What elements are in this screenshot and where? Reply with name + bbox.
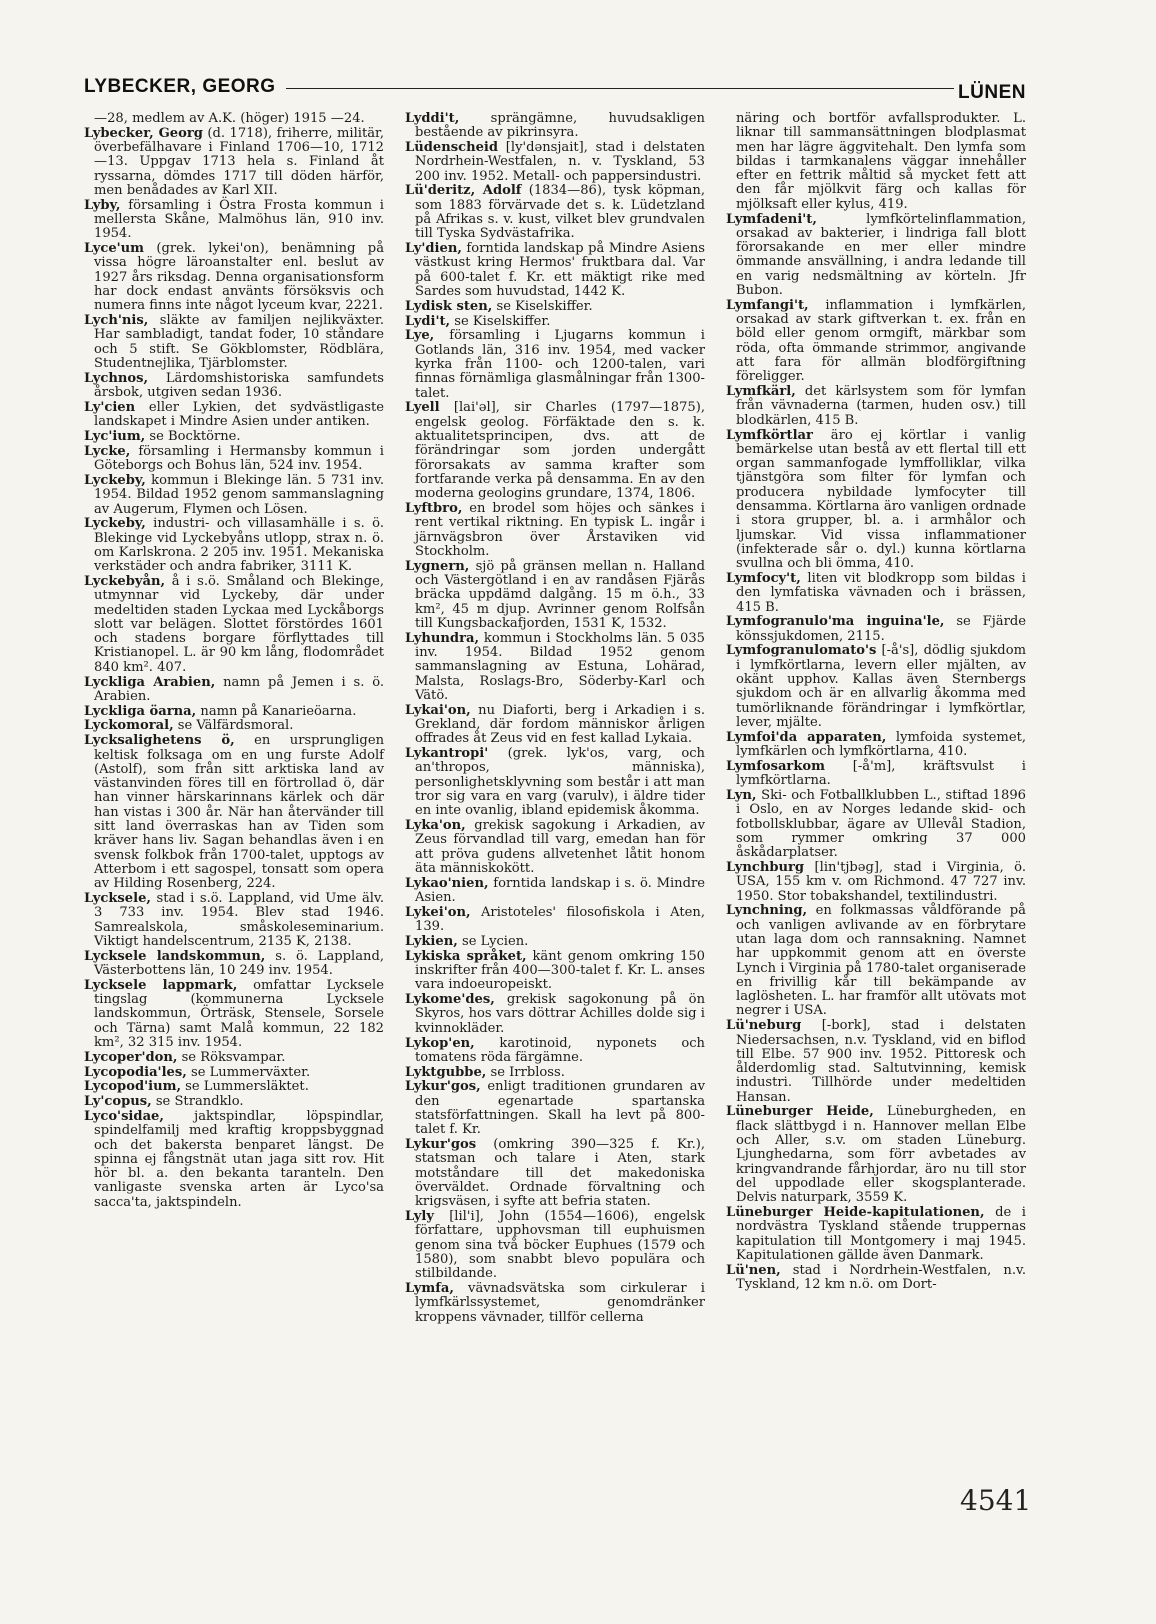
entry-definition: industri- och villasamhälle i s. ö. Blekinge vid Lyckebyåns utlopp, strax n. ö. om Karlskrona. 2 205 inv. 1951. Mekaniska verkstäder och andra fabriker, 3111 K. <box>94 516 384 575</box>
dictionary-entry <box>84 676 384 705</box>
entry-headword: Lygnern, <box>405 558 470 574</box>
entry-definition: se Kiselskiffer. <box>450 313 551 329</box>
entry-definition: (grek. lyk'os, varg, och an'thropos, människa), personlighetsklyvning som består i att man tror sig vara en varg (varulv), i äldre tider en inte ovanlig, ibland epidemisk åkomma. <box>415 746 705 819</box>
entry-definition: forntida landskap på Mindre Asiens västkust kring Hermos' fruktbara dal. Var på 600-talet f. Kr. ett mäktigt rike med Sardes som huvudstad, 1442 K. <box>415 241 705 300</box>
dictionary-entry <box>405 560 705 631</box>
entry-definition: se Irrbloss. <box>486 1064 565 1080</box>
entry-definition: näring och bortför avfallsprodukter. L. liknar till sammansättningen blodplasmat men har lägre äggvitehalt. Den lymfa som bildas i tarmkanalens väggar innehåller efter en fettrik måltid så mycket fett att den får mjölkvit färg och kallas för mjölksaft eller kylus, 419. <box>736 111 1026 212</box>
entry-headword: Lyckliga Arabien, <box>84 674 216 690</box>
entry-headword: Lykiska språket, <box>405 948 527 964</box>
entry-definition: se Fjärde könssjukdomen, 2115. <box>736 614 1027 644</box>
entry-headword: Lycke, <box>84 443 131 459</box>
entry-definition: å i s.ö. Småland och Blekinge, utmynnar vid Lyckeby, där under medeltiden staden Lyckaa med Lyckåborgs slott var belägen. Slottet förstördes 1601 och stadens borgare förflyttades till Kristianopel. L. är 90 km lång, flodområdet 840 km². 407. <box>94 574 384 675</box>
dictionary-entry <box>84 892 384 949</box>
entry-definition: släkte av familjen nejlikväxter. Har sambladigt, tandat foder, 10 ståndare och 5 stift. Se Gökblomster, Rödblära, Studentnejlika, Tjärblomster. <box>94 313 384 372</box>
column-3 <box>726 112 1026 1293</box>
entry-headword: Lycopod'ium, <box>84 1079 182 1095</box>
dictionary-entry <box>405 141 705 184</box>
entry-headword: Ly'dien, <box>405 241 462 257</box>
entry-definition: [-å's], dödlig sjukdom i lymfkörtlarna, levern eller mjälten, av okänt upphov. Kallas även Sternbergs sjukdom och är en allvarlig åkomma med tumörliknande förändringar i lymfkörtlar, lever, mjälte. <box>736 643 1026 730</box>
dictionary-entry <box>84 705 384 719</box>
dictionary-entry <box>405 401 705 501</box>
entry-definition: se Bocktörne. <box>145 429 241 445</box>
entry-headword: Lynchning, <box>726 903 808 919</box>
entry-headword: Lych'nis, <box>84 313 149 329</box>
entry-headword: Lycopodia'les, <box>84 1064 187 1080</box>
dictionary-entry <box>405 1210 705 1281</box>
dictionary-entry <box>84 1110 384 1210</box>
entry-headword: Lyftbro, <box>405 501 463 517</box>
dictionary-entry <box>726 572 1026 615</box>
dictionary-entry <box>84 1095 384 1109</box>
entry-definition: kommun i Blekinge län. 5 731 inv. 1954. Bildad 1952 genom sammanslagning av Augerum, Flymen och Lösen. <box>94 472 384 517</box>
dictionary-entry <box>726 904 1026 1018</box>
dictionary-entry <box>405 1066 705 1080</box>
entry-definition: namn på Jemen i s. ö. Arabien. <box>94 674 385 704</box>
column-1 <box>84 112 384 1211</box>
dictionary-entry <box>405 632 705 703</box>
entry-definition: församling i Östra Frosta kommun i mellersta Skåne, Malmöhus län, 910 inv. 1954. <box>94 197 384 242</box>
dictionary-entry <box>84 575 384 675</box>
entry-definition: grekisk sagokung i Arkadien, av Zeus förvandlad till varg, emedan han för att pröva gudens allvetenhet låtit honom äta människokött. <box>415 818 705 876</box>
dictionary-entry <box>726 760 1026 789</box>
entry-headword: Lyco'sidae, <box>84 1108 164 1124</box>
entry-definition: [-å'm], kräftsvulst i lymfkörtlarna. <box>736 758 1026 789</box>
dictionary-entry <box>405 819 705 876</box>
entry-headword: Lykei'on, <box>405 904 471 920</box>
entry-definition: [ly'dənsjait], stad i delstaten Nordrhein-Westfalen, n. v. Tyskland, 53 200 inv. 1952. Metall- och pappersindustri. <box>415 140 705 184</box>
dictionary-entry <box>405 1138 705 1209</box>
dictionary-entry <box>726 731 1026 760</box>
column-2 <box>405 112 705 1325</box>
dictionary-entry <box>84 401 384 430</box>
dictionary-entry <box>405 1282 705 1325</box>
entry-definition: grekisk sagokonung på ön Skyros, hos vars döttrar Achilles dolde sig i kvinnokläder. <box>415 992 705 1036</box>
entry-definition: forntida landskap i s. ö. Mindre Asien. <box>415 875 705 906</box>
entry-headword: Lycksele, <box>84 891 151 907</box>
dictionary-entry <box>84 1066 384 1080</box>
header-left-guideword: LYBECKER, GEORG <box>84 76 276 97</box>
entry-headword: Lykome'des, <box>405 992 495 1008</box>
entry-definition: inflammation i lymfkärlen, orsakad av stark giftverkan t. ex. från en böld eller genom ormgift, märkbar som röda, ofta ömmande strimmor, angivande att fara för allmän blodförgiftning föreligger. <box>736 297 1026 385</box>
dictionary-entry <box>84 430 384 444</box>
entry-headword: Lyddi't, <box>405 111 460 126</box>
entry-definition: omfattar Lycksele tingslag (kommunerna Lycksele landskommun, Örträsk, Stensele, Sorsele och Tärna) samt Malå kommun, 22 182 km², 32 315 inv. 1954. <box>94 977 384 1050</box>
entry-headword: Lyckebyån, <box>84 574 166 589</box>
dictionary-entry <box>84 242 384 313</box>
dictionary-entry <box>405 704 705 747</box>
entry-definition: —28, medlem av A.K. (höger) 1915 —24. <box>94 111 365 126</box>
entry-definition: [lin'tjbəg], stad i Virginia, ö. USA, 155 km v. om Richmond. 47 727 inv. 1950. Stor tobakshandel, textilindustri. <box>736 859 1026 904</box>
dictionary-entry <box>84 517 384 574</box>
entry-definition: sprängämne, huvudsakligen bestående av pikrinsyra. <box>415 111 705 141</box>
entry-definition: enligt traditionen grundaren av den egenartade spartanska statsförfattningen. Skall ha levt på 800-talet f. Kr. <box>415 1079 705 1138</box>
dictionary-entry <box>84 719 384 733</box>
running-header <box>84 74 1026 104</box>
entry-headword: Lü'deritz, Adolf <box>405 183 522 199</box>
dictionary-entry <box>726 112 1026 212</box>
dictionary-entry <box>726 385 1026 428</box>
dictionary-entry <box>726 644 1026 730</box>
dictionary-entry <box>726 1019 1026 1105</box>
dictionary-entry <box>84 127 384 198</box>
entry-headword: Lymfadeni't, <box>726 211 817 227</box>
entry-headword: Lymfogranulomato's <box>726 643 877 659</box>
dictionary-entry <box>84 979 384 1050</box>
dictionary-entry <box>405 1037 705 1066</box>
entry-headword: Lyn, <box>726 787 757 803</box>
entry-headword: Lymfangi't, <box>726 297 809 313</box>
entry-definition: [lil'i], John (1554—1606), engelsk författare, upphovsman till euphuismen genom sina två böcker Euphues (1579 och 1580), som snabbt blevo populära och stilbildande. <box>415 1209 705 1282</box>
entry-definition: eller Lykien, det sydvästligaste landskapet i Mindre Asien under antiken. <box>94 399 384 430</box>
entry-definition: Ski- och Fotballklubben L., stiftad 1896 i Oslo, en av Norges ledande skid- och fotbollsklubbar, ägare av Ullevål Stadion, som rymmer omkring 37 000 åskådarplatser. <box>736 787 1026 861</box>
entry-definition: jaktspindlar, löpspindlar, spindelfamilj med kraftig kroppsbyggnad och det bakersta benparet längst. De spinna ej fångstnät utan jaga sitt rov. Hit hör bl. a. den bekanta taranteln. Den vanligaste svenska arten är Lyco'sa sacca'ta, jaktspindeln. <box>94 1108 384 1210</box>
dictionary-entry <box>405 315 705 329</box>
entry-headword: Lycoper'don, <box>84 1049 178 1065</box>
entry-definition: Aristoteles' filosofiskola i Aten, 139. <box>415 904 705 935</box>
entry-definition: lymfkörtelinflammation, orsakad av bakterier, i lindriga fall blott förorsakande en mer eller mindre ömmande ansvällning, i andra ledande till en varig nedsmältning av körteln. Jfr Bubon. <box>736 211 1026 299</box>
entry-definition: de i nordvästra Tyskland stående truppernas kapitulation till Montgomery i maj 1945. Kapitulationen gällde även Danmark. <box>736 1205 1026 1263</box>
entry-headword: Lü'neburg <box>726 1018 802 1034</box>
dictionary-entry <box>726 1105 1026 1205</box>
entry-headword: Lyly <box>405 1209 434 1225</box>
entry-definition: se Lummerväxter. <box>186 1064 311 1080</box>
entry-headword: Lycksele landskommun, <box>84 948 266 964</box>
dictionary-entry <box>405 935 705 949</box>
entry-definition: Lärdomshistoriska samfundets årsbok, utgiven sedan 1936. <box>94 370 384 401</box>
entry-headword: Lycksalighetens ö, <box>84 733 235 749</box>
entry-headword: Lyckeby, <box>84 472 146 488</box>
entry-headword: Lybecker, Georg <box>84 125 203 141</box>
entry-headword: Lykantropi' <box>405 746 489 762</box>
entry-headword: Lyby, <box>84 197 121 213</box>
dictionary-entry <box>726 789 1026 860</box>
page-number: 4541 <box>960 1484 1032 1517</box>
entry-definition: se Lummersläktet. <box>181 1079 309 1095</box>
entry-headword: Lyckeby, <box>84 516 146 532</box>
dictionary-entry <box>405 1080 705 1137</box>
entry-definition: en ursprungligen keltisk folksaga om en ung furste Adolf (Astolf), som från sitt arktiska land av västanvinden föres till en förtrollad ö, där han vinner härskarinnans kärlek och där han vistas i 300 år. När han återvänder till sitt land överraskas han av Tiden som kräver hans liv. Sagan behandlas även i en svensk folkbok från 1700-talet, upptogs av Atterbom i ett sagospel, tonsatt som opera av Hilding Rosenberg, 224. <box>94 733 385 892</box>
entry-definition: s. ö. Lappland, Västerbottens län, 10 249 inv. 1954. <box>94 948 384 979</box>
dictionary-entry <box>84 372 384 401</box>
dictionary-entry <box>405 329 705 400</box>
dictionary-entry <box>726 213 1026 299</box>
entry-headword: Lyckomoral, <box>84 718 174 734</box>
entry-definition: kommun i Stockholms län. 5 035 inv. 1954. Bildad 1952 genom sammanslagning av Estuna, Lohärad, Malsta, Roslags-Bro, Söderby-Karl och Vätö. <box>415 630 705 703</box>
header-rule <box>286 88 954 89</box>
entry-definition: nu Diaforti, berg i Arkadien i s. Grekland, där fordom människor årligen offrades åt Zeus vid en fest kallad Lykaia. <box>415 702 705 747</box>
dictionary-entry <box>84 474 384 517</box>
entry-definition: (1834—86), tysk köpman, som 1883 förvärvade det s. k. Lüdetzland på Afrikas s. v. kust, vilket blev grundvalen till Tyska Sydvästafrika. <box>415 183 705 242</box>
entry-definition: karotinoid, nyponets och tomatens röda färgämne. <box>415 1035 705 1065</box>
entry-definition: församling i Ljugarns kommun i Gotlands län, 316 inv. 1954, med vacker kyrka från 1100- och 1200-talen, vari finnas förnämliga glasmålningar från 1300-talet. <box>415 328 705 401</box>
dictionary-entry <box>84 950 384 979</box>
dictionary-entry <box>405 877 705 906</box>
dictionary-entry <box>84 445 384 474</box>
entry-definition: församling i Hermansby kommun i Göteborgs och Bohus län, 524 inv. 1954. <box>94 443 384 474</box>
dictionary-entry <box>726 861 1026 904</box>
entry-headword: Lymfoi'da apparaten, <box>726 729 887 745</box>
entry-definition: en folkmassas våldförande på och vanligen avlivande av en förbrytare utan laga dom och rannsakning. Namnet har uppkommit genom att en överste Lynch i Virginia på 1780-talet organiserade en frivillig kår till bekämpande av laglösheten. L. har framför allt utövats mot negrer i USA. <box>736 903 1026 1019</box>
entry-headword: Lyell <box>405 400 440 416</box>
dictionary-entry <box>726 615 1026 644</box>
entry-definition: äro ej körtlar i vanlig bemärkelse utan bestå av ett flertal till ett organ sammanfogade lymffolliklar, vilka tjänstgöra som filter för lymfan och producera nybildade lymfocyter till densamma. Körtlarna äro vanligen ordnade i stora grupper, bl. a. i armhålor och ljumskar. Vid vissa inflammationer (infekterade sår o. dyl.) kunna körtlarna svullna och bli ömma, 410. <box>736 427 1026 572</box>
entry-definition: se Strandklo. <box>151 1094 244 1110</box>
entry-headword: Lymfkärl, <box>726 384 796 400</box>
entry-definition: (omkring 390—325 f. Kr.), statsman och talare i Aten, stark motståndare till det makedoniska överväldet. Ordnade förvaltning och krigsväsen, i syfte att befria staten. <box>415 1137 705 1210</box>
dictionary-entry <box>84 1080 384 1094</box>
entry-definition: liten vit blodkropp som bildas i den lymfatiska vävnaden och i brässen, 415 B. <box>736 571 1026 615</box>
entry-headword: Lycksele lappmark, <box>84 977 238 993</box>
dictionary-entry <box>405 993 705 1036</box>
entry-headword: Lymfocy't, <box>726 571 801 586</box>
dictionary-entry <box>84 1051 384 1065</box>
entry-headword: Lychnos, <box>84 370 149 386</box>
entry-definition: Lüneburgheden, en flack slättbygd i n. Hannover mellan Elbe och Aller, s.v. om staden Lüneburg. Ljunghedarna, som förr avbetades av kringvandrande fårhjordar, äro nu till stor del uppodlade eller skogsplanterade. Delvis naturpark, 3559 K. <box>736 1104 1026 1206</box>
entry-headword: Lyka'on, <box>405 818 466 834</box>
entry-definition: (grek. lykei'on), benämning på vissa högre läroanstalter enl. beslut av 1927 års riksdag. Denna organisationsform har dock endast använts försöksvis och numera finns inte något lyceum kvar, 2221. <box>94 241 384 314</box>
entry-headword: Lyhundra, <box>405 630 480 646</box>
dictionary-entry <box>405 112 705 141</box>
entry-headword: Lykop'en, <box>405 1035 475 1051</box>
entry-definition: känt genom omkring 150 inskrifter från 400—300-talet f. Kr. L. anses vara indoeuropeiskt. <box>415 948 705 993</box>
dictionary-entry <box>726 1206 1026 1263</box>
entry-definition: lymfoida systemet, lymfkärlen och lymfkörtlarna, 410. <box>736 729 1026 760</box>
entry-headword: Ly'cien <box>84 399 136 415</box>
entry-headword: Lyc'ium, <box>84 429 146 445</box>
entry-headword: Lydi't, <box>405 313 451 329</box>
dictionary-entry <box>405 502 705 559</box>
dictionary-entry <box>405 184 705 241</box>
entry-definition: se Välfärdsmoral. <box>173 718 294 734</box>
dictionary-entry <box>405 747 705 818</box>
header-right-guideword: LÜNEN <box>958 82 1026 103</box>
entry-headword: Lüneburger Heide-kapitulationen, <box>726 1205 985 1221</box>
entry-definition: sjö på gränsen mellan n. Halland och Västergötland i en av randåsen Fjärås bräcka uppdämd dalgång. 15 m ö.h., 33 km², 45 m djup. Avrinner genom Rolfsån till Kungsbackafjorden, 1531 K, 1532. <box>415 558 705 631</box>
dictionary-entry <box>726 1264 1026 1293</box>
entry-definition: (d. 1718), friherre, militär, överbefälhavare i Finland 1706—10, 1712—13. Uppgav 1713 hela s. Finland åt ryssarna, dömdes 1717 till döden härför, men benådades av Karl XII. <box>94 125 385 198</box>
entry-definition: [-bork], stad i delstaten Niedersachsen, n.v. Tyskland, vid en biflod till Elbe. 57 900 inv. 1952. Pittoresk och ålderdomlig stad. Saltutvinning, kemisk industri. Tillhörde under medeltiden Hansan. <box>736 1018 1026 1105</box>
entry-headword: Lydisk sten, <box>405 298 493 314</box>
entry-headword: Lymfa, <box>405 1281 454 1297</box>
entry-definition: se Lycien. <box>457 933 529 949</box>
entry-headword: Lykao'nien, <box>405 875 489 891</box>
entry-headword: Lymfosarkom <box>726 758 825 774</box>
entry-definition: det kärlsystem som för lymfan från vävnaderna (tarmen, huden osv.) till blodkärlen, 415 B. <box>736 384 1026 428</box>
entry-headword: Lykien, <box>405 933 458 949</box>
dictionary-entry <box>405 950 705 993</box>
dictionary-entry <box>84 199 384 242</box>
entry-headword: Lüneburger Heide, <box>726 1104 874 1120</box>
entry-definition: namn på Kanarieöarna. <box>196 703 357 719</box>
dictionary-entry <box>405 906 705 935</box>
entry-headword: Lyckliga öarna, <box>84 703 197 719</box>
dictionary-entry <box>84 314 384 371</box>
entry-definition: se Kiselskiffer. <box>492 298 593 314</box>
entry-definition: vävnadsvätska som cirkulerar i lymfkärlssystemet, genomdränker kroppens vävnader, tillför cellerna <box>415 1281 705 1325</box>
entry-definition: stad i s.ö. Lappland, vid Ume älv. 3 733 inv. 1954. Blev stad 1946. Samrealskola, småskoleseminarium. Viktigt handelscentrum, 2135 K, 2138. <box>94 891 384 949</box>
entry-headword: Lüdenscheid <box>405 140 499 156</box>
entry-headword: Lykai'on, <box>405 702 471 718</box>
entry-definition: se Röksvampar. <box>177 1049 286 1065</box>
entry-headword: Lykur'gos <box>405 1137 477 1153</box>
entry-headword: Lymfkörtlar <box>726 427 813 443</box>
entry-headword: Lymfogranulo'ma inguina'le, <box>726 614 945 630</box>
dictionary-entry <box>726 429 1026 572</box>
dictionary-entry <box>405 242 705 299</box>
dictionary-entry <box>405 300 705 314</box>
dictionary-entry <box>84 112 384 126</box>
entry-definition: en brodel som höjes och sänkes i rent vertikal riktning. En typisk L. ingår i järnvägsbron över Årstaviken vid Stockholm. <box>415 501 705 559</box>
entry-headword: Lyce'um <box>84 241 145 257</box>
entry-definition: stad i Nordrhein-Westfalen, n.v. Tyskland, 12 km n.ö. om Dort- <box>736 1262 1026 1293</box>
entry-headword: Lynchburg <box>726 859 805 875</box>
entry-headword: Lye, <box>405 328 435 344</box>
entry-headword: Ly'copus, <box>84 1094 152 1110</box>
entry-headword: Lykur'gos, <box>405 1079 481 1095</box>
entry-headword: Lü'nen, <box>726 1262 781 1278</box>
entry-definition: [lai'əl], sir Charles (1797—1875), engelsk geolog. Förfäktade den s. k. aktualitetsprincipen, dvs. att de förändringar som jorden undergått förorsakats av samma krafter som fortfarande verka på densamma. En av den moderna geologins grundare, 1374, 1806. <box>415 400 705 502</box>
dictionary-entry <box>726 299 1026 385</box>
entry-headword: Lyktgubbe, <box>405 1064 487 1080</box>
dictionary-entry <box>84 734 384 891</box>
